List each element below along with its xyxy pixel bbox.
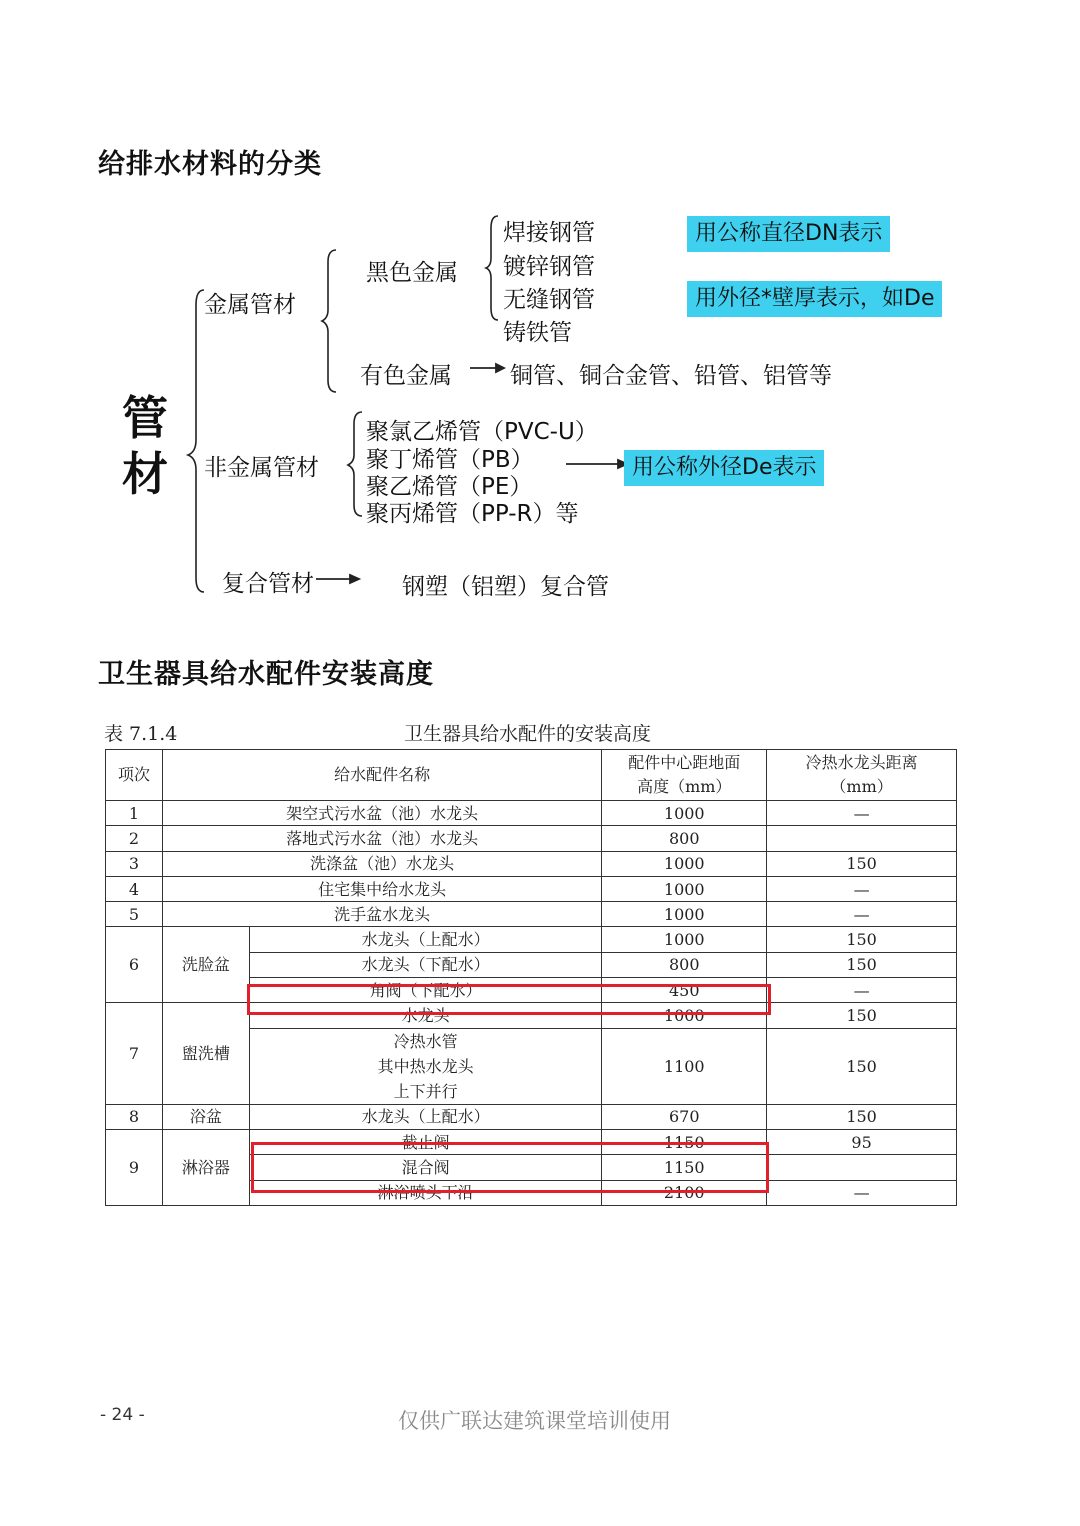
row-height: 1100 (602, 1028, 767, 1104)
row-spacing (767, 1155, 957, 1180)
row-name: 角阀（下配水） (249, 978, 602, 1003)
row-spacing: 150 (767, 927, 957, 952)
row-name: 架空式污水盆（池）水龙头 (162, 801, 601, 826)
row-name: 水龙头 (249, 1003, 602, 1028)
row-name: 淋浴喷头下沿 (249, 1180, 602, 1205)
page-number: - 24 - (100, 1405, 145, 1425)
ferrous-item: 无缝钢管 (503, 287, 595, 313)
table-row (106, 801, 957, 826)
header-index: 项次 (106, 750, 163, 801)
header-height: 配件中心距地面 高度（mm） (602, 750, 767, 801)
nonmetal-item: 聚氯乙烯管（PVC-U） (366, 419, 598, 445)
row-index: 6 (106, 927, 163, 1003)
row-height: 1000 (602, 902, 767, 927)
row-name: 住宅集中给水龙头 (162, 876, 601, 901)
row-spacing: 95 (767, 1129, 957, 1154)
row-index: 4 (106, 876, 163, 901)
row-index: 7 (106, 1003, 163, 1104)
row-spacing: 150 (767, 1104, 957, 1129)
row-index: 9 (106, 1129, 163, 1205)
row-name: 洗手盆水龙头 (162, 902, 601, 927)
row-name: 混合阀 (249, 1155, 602, 1180)
row-index: 3 (106, 851, 163, 876)
row-index: 1 (106, 801, 163, 826)
table-row (106, 876, 957, 901)
row-height: 1000 (602, 927, 767, 952)
ferrous-item: 铸铁管 (503, 320, 572, 346)
de-wall-note-highlight: 用外径*壁厚表示，如De (687, 281, 942, 317)
nonmetal-item: 聚丁烯管（PB） (366, 447, 534, 473)
row-name: 洗涤盆（池）水龙头 (162, 851, 601, 876)
table-row (106, 826, 957, 851)
row-spacing: 150 (767, 952, 957, 977)
row-spacing: 150 (767, 851, 957, 876)
row-spacing: 150 (767, 1028, 957, 1104)
metal-pipe-label: 金属管材 (204, 292, 296, 318)
row-height: 1000 (602, 801, 767, 826)
nonmetal-item: 聚乙烯管（PE） (366, 474, 533, 500)
row-height: 800 (602, 826, 767, 851)
row-name: 冷热水管 其中热水龙头 上下并行 (249, 1028, 602, 1104)
row-name: 落地式污水盆（池）水龙头 (162, 826, 601, 851)
nonferrous-metal-label: 有色金属 (360, 363, 452, 389)
row-group: 淋浴器 (162, 1129, 249, 1205)
nonmetal-pipe-label: 非金属管材 (204, 455, 319, 481)
row-height: 450 (602, 978, 767, 1003)
row-height: 1150 (602, 1129, 767, 1154)
row-spacing: 150 (767, 1003, 957, 1028)
header-name: 给水配件名称 (162, 750, 601, 801)
row-height: 800 (602, 952, 767, 977)
row-spacing: — (767, 876, 957, 901)
row-height: 670 (602, 1104, 767, 1129)
table-caption: 卫生器具给水配件的安装高度 (404, 723, 652, 745)
ferrous-item: 焊接钢管 (503, 220, 595, 246)
table-row (106, 851, 957, 876)
table-row (106, 902, 957, 927)
highlight-shower-valves (251, 1142, 769, 1193)
table-row (106, 927, 957, 952)
table-number: 表 7.1.4 (104, 723, 178, 745)
row-height: 1000 (602, 876, 767, 901)
row-spacing (767, 826, 957, 851)
footer-note: 仅供广联达建筑课堂培训使用 (398, 1409, 671, 1433)
row-height: 1150 (602, 1155, 767, 1180)
row-group: 洗脸盆 (162, 927, 249, 1003)
dn-note-highlight: 用公称直径DN表示 (687, 216, 890, 252)
row-index: 8 (106, 1104, 163, 1129)
tree-root-label: 管材 (122, 391, 168, 501)
row-name: 水龙头（上配水） (249, 1104, 602, 1129)
composite-result: 钢塑（铝塑）复合管 (402, 574, 609, 600)
row-name: 截止阀 (249, 1129, 602, 1154)
header-spacing: 冷热水龙头距离 （mm） (767, 750, 957, 801)
de-note-highlight: 用公称外径De表示 (624, 450, 824, 486)
row-name: 水龙头（上配水） (249, 927, 602, 952)
ferrous-metal-label: 黑色金属 (366, 260, 458, 286)
section2-title: 卫生器具给水配件安装高度 (98, 659, 434, 690)
highlight-angle-valve (247, 984, 771, 1015)
ferrous-item: 镀锌钢管 (503, 254, 595, 280)
table-header-row (106, 750, 957, 801)
row-name: 水龙头（下配水） (249, 952, 602, 977)
table-row (106, 1104, 957, 1129)
composite-pipe-label: 复合管材 (222, 571, 314, 597)
installation-height-table (105, 749, 957, 1206)
row-index: 5 (106, 902, 163, 927)
row-group: 浴盆 (162, 1104, 249, 1129)
row-spacing: — (767, 801, 957, 826)
row-height: 1000 (602, 1003, 767, 1028)
row-group: 盥洗槽 (162, 1003, 249, 1104)
nonferrous-result: 铜管、铜合金管、铅管、铝管等 (510, 363, 832, 389)
section1-title: 给排水材料的分类 (98, 149, 322, 180)
row-height: 2100 (602, 1180, 767, 1205)
row-spacing: — (767, 1180, 957, 1205)
row-height: 1000 (602, 851, 767, 876)
row-spacing: — (767, 902, 957, 927)
row-spacing: — (767, 978, 957, 1003)
row-index: 2 (106, 826, 163, 851)
nonmetal-item: 聚丙烯管（PP-R）等 (366, 501, 579, 527)
